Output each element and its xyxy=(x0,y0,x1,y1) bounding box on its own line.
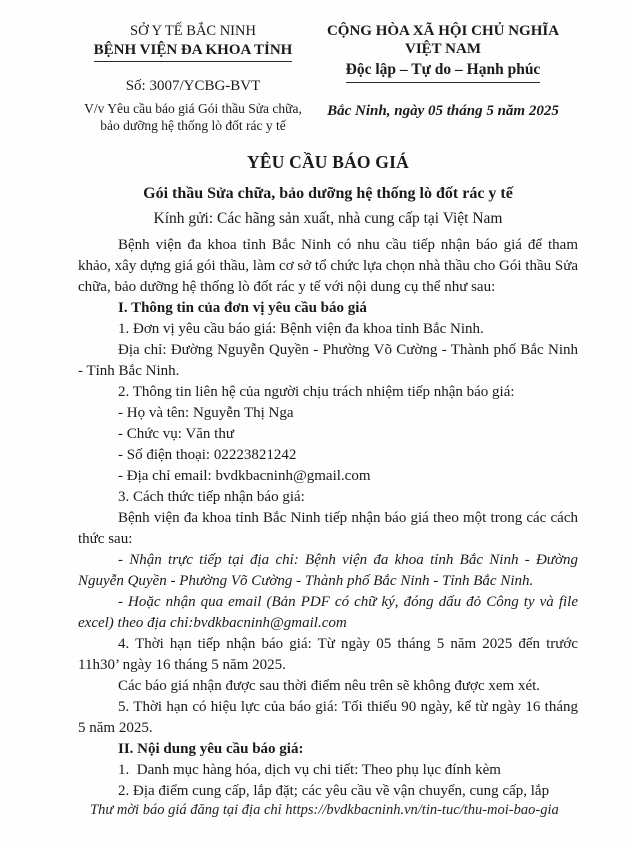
item-validity: 5. Thời hạn có hiệu lực của báo giá: Tối thiểu 90 ngày, kể từ ngày 16 tháng 5 năm 2025. xyxy=(78,699,578,736)
item-deadline: 4. Thời hạn tiếp nhận báo giá: Từ ngày 05 tháng 5 năm 2025 đến trước 11h30’ ngày 16 tháng 5 năm 2025. xyxy=(78,636,578,673)
national-motto xyxy=(308,60,578,83)
org-name-text: BỆNH VIỆN ĐA KHOA TỈNH xyxy=(94,41,293,62)
section-heading-1: I. Thông tin của đơn vị yêu cầu báo giá xyxy=(118,300,367,316)
document-body xyxy=(78,235,578,802)
receiving-method-intro: Bệnh viện đa khoa tỉnh Bắc Ninh tiếp nhận báo giá theo một trong các cách thức sau: xyxy=(78,510,578,547)
intro-paragraph: Bệnh viện đa khoa tỉnh Bắc Ninh có nhu cầu tiếp nhận báo giá để tham khảo, xây dựng giá gói thầu, làm cơ sở tổ chức lựa chọn nhà thầu cho Gói thầu Sửa chữa, bảo dưỡng hệ thống lò đốt rác y tế với nội dung cụ thể như sau: xyxy=(78,237,578,295)
item-contact-heading: 2. Thông tin liên hệ của người chịu trách nhiệm tiếp nhận báo giá: xyxy=(118,384,515,400)
item-contact-email: - Địa chỉ email: bvdkbacninh@gmail.com xyxy=(118,468,371,484)
page-title: YÊU CẦU BÁO GIÁ xyxy=(247,152,409,172)
item-contact-name: - Họ và tên: Nguyễn Thị Nga xyxy=(118,405,294,421)
footer-note: Thư mời báo giá đăng tại địa chỉ https://bvdkbacninh.vn/tin-tuc/thu-moi-bao-gia xyxy=(90,802,559,818)
item-receiving-method: 3. Cách thức tiếp nhận báo giá: xyxy=(118,489,305,505)
item-goods-list: 1. Danh mục hàng hóa, dịch vụ chi tiết: Theo phụ lục đính kèm xyxy=(118,762,501,778)
subject-line-2: bảo dưỡng hệ thống lò đốt rác y tế xyxy=(100,118,286,133)
document-number: Số: 3007/YCBG-BVT xyxy=(125,78,261,94)
page-subtitle: Gói thầu Sửa chữa, bảo dưỡng hệ thống lò đốt rác y tế xyxy=(143,185,513,202)
recipient-line: Kính gửi: Các hãng sản xuất, nhà cung cấp tại Việt Nam xyxy=(153,210,503,227)
org-name xyxy=(78,41,308,62)
document-header xyxy=(78,22,578,134)
issuing-org-block xyxy=(78,22,308,134)
place-and-date: Bắc Ninh, ngày 05 tháng 5 năm 2025 xyxy=(327,103,559,119)
method-direct: - Nhận trực tiếp tại địa chỉ: Bệnh viện đa khoa tỉnh Bắc Ninh - Đường Nguyễn Quyền - Phường Võ Cường - Thành phố Bắc Ninh - Tỉnh Bắc Ninh. xyxy=(78,552,578,589)
method-email: - Hoặc nhận qua email (Bản PDF có chữ ký, đóng dấu đỏ Công ty và file excel) theo địa chỉ:bvdkbacninh@gmail.com xyxy=(78,594,578,631)
org-parent-name: SỞ Y TẾ BẮC NINH xyxy=(130,23,256,39)
item-contact-position: - Chức vụ: Văn thư xyxy=(118,426,234,442)
item-address: Địa chỉ: Đường Nguyễn Quyền - Phường Võ Cường - Thành phố Bắc Ninh - Tỉnh Bắc Ninh. xyxy=(78,342,578,379)
national-heading-block xyxy=(308,22,578,134)
section-heading-2: II. Nội dung yêu cầu báo giá: xyxy=(118,741,304,757)
subject-line-1: V/v Yêu cầu báo giá Gói thầu Sửa chữa, xyxy=(84,101,302,116)
document-subject xyxy=(78,100,308,134)
item-delivery-location: 2. Địa điểm cung cấp, lắp đặt; các yêu cầu về vận chuyển, cung cấp, lắp xyxy=(118,783,550,799)
national-title: CỘNG HÒA XÃ HỘI CHỦ NGHĨA VIỆT NAM xyxy=(326,23,560,57)
item-requesting-unit: 1. Đơn vị yêu cầu báo giá: Bệnh viện đa khoa tỉnh Bắc Ninh. xyxy=(118,321,484,337)
item-contact-phone: - Số điện thoại: 02223821242 xyxy=(118,447,297,463)
national-motto-text: Độc lập – Tự do – Hạnh phúc xyxy=(346,60,541,83)
late-quotes-note: Các báo giá nhận được sau thời điểm nêu trên sẽ không được xem xét. xyxy=(118,678,541,694)
